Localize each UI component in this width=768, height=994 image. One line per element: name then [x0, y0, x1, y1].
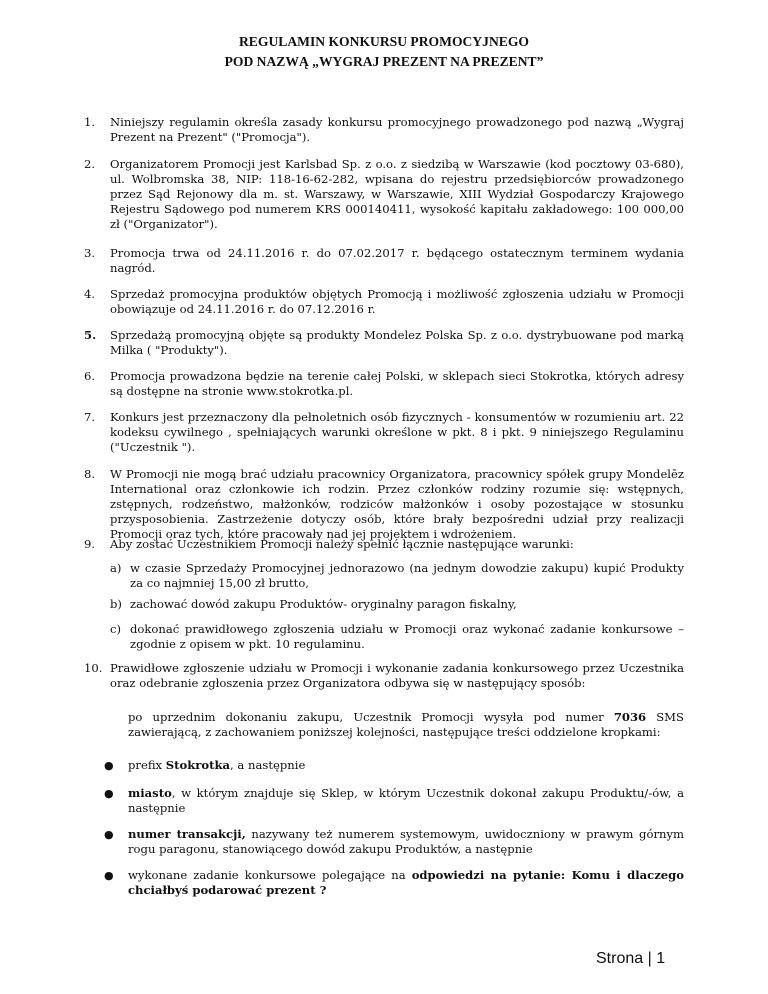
item-number: 3.	[84, 246, 96, 260]
sub-item-a: w czasie Sprzedaży Promocyjnej jednorazowo (na jednym dowodzie zakupu) kupić Produkty za co najmniej 15,00 zł brutto,	[130, 561, 684, 590]
sub-label-b: b)	[110, 597, 122, 611]
paragraph-9: Aby zostać Uczestnikiem Promocji należy spełnić łącznie następujące warunki:	[110, 537, 574, 551]
paragraph-3: Promocja trwa od 24.11.2016 r. do 07.02.2017 r. będącego ostatecznym terminem wydania nagród.	[110, 246, 684, 275]
title-line-1: REGULAMIN KONKURSU PROMOCYJNEGO	[238, 34, 529, 49]
paragraph-10: Prawidłowe zgłoszenie udziału w Promocji i wykonanie zadania konkursowego przez Uczestnika oraz odebranie zgłoszenia przez Organizatora odbywa się w następujący sposób:	[110, 661, 684, 690]
item-number: 5.	[84, 328, 97, 342]
item-number: 6.	[84, 369, 96, 383]
bullet-prefix: prefix Stokrotka, a następnie	[128, 758, 306, 772]
title-line-2: POD NAZWĄ „WYGRAJ PREZENT NA PREZENT”	[224, 54, 544, 69]
item-number: 9.	[84, 537, 96, 551]
bullet-icon: ●	[104, 787, 114, 800]
paragraph-5: Sprzedażą promocyjną objęte są produkty Mondelez Polska Sp. z o.o. dystrybuowane pod marką Milka ( "Produkty").	[110, 328, 684, 357]
item-number: 2.	[84, 157, 96, 171]
item-number: 4.	[84, 287, 96, 301]
sub-item-c: dokonać prawidłowego zgłoszenia udziału w Promocji oraz wykonać zadanie konkursowe – zgodnie z opisem w pkt. 10 regulaminu.	[130, 622, 684, 651]
sub-item-b: zachować dowód zakupu Produktów- oryginalny paragon fiskalny,	[130, 597, 517, 611]
item-number: 1.	[84, 115, 96, 129]
bullet-transaction: numer transakcji, nazywany też numerem systemowym, uwidoczniony w prawym górnym rogu paragonu, stanowiącego dowód zakupu Produktów, a następnie	[128, 827, 684, 856]
paragraph-4: Sprzedaż promocyjna produktów objętych Promocją i możliwość zgłoszenia udziału w Promocji obowiązuje od 24.11.2016 r. do 07.12.2016 r.	[110, 287, 684, 316]
bullet-icon: ●	[104, 869, 114, 882]
paragraph-10-intro: po uprzednim dokonaniu zakupu, Uczestnik Promocji wysyła pod numer 7036 SMS zawierającą, z zachowaniem poniższej kolejności, następujące treści oddzielone kropkami:	[128, 710, 684, 739]
item-number: 8.	[84, 467, 96, 481]
sms-number: 7036	[613, 710, 647, 724]
bullet-icon: ●	[104, 828, 114, 841]
item-number: 10.	[84, 661, 103, 675]
sub-label-a: a)	[110, 561, 122, 575]
paragraph-6: Promocja prowadzona będzie na terenie całej Polski, w sklepach sieci Stokrotka, których adresy są dostępne na stronie www.stokrotka.pl.	[110, 369, 684, 398]
paragraph-8: W Promocji nie mogą brać udziału pracownicy Organizatora, pracownicy spółek grupy Mondelēz International oraz członkowie ich rodzin. Przez członków rodziny rozumie się: wstępnych, zstępnych, rodzeństwo, małżonków, rodziców małżonków i osoby pozostające w stosunku przysposobienia. Zastrzeżenie dotyczy osób, które brały bezpośredni udział przy realizacji Promocji oraz tych, które pracowały nad jej projektem i wdrożeniem.	[110, 467, 684, 541]
page-number-footer: Strona | 1	[596, 950, 666, 967]
sub-label-c: c)	[110, 622, 122, 636]
item-number: 7.	[84, 410, 96, 424]
bullet-task: wykonane zadanie konkursowe polegające na odpowiedzi na pytanie: Komu i dlaczego chciałbyś podarować prezent ?	[128, 868, 684, 897]
paragraph-1: Niniejszy regulamin określa zasady konkursu promocyjnego prowadzonego pod nazwą „Wygraj Prezent na Prezent" ("Promocja").	[110, 115, 684, 144]
bullet-city: miasto, w którym znajduje się Sklep, w którym Uczestnik dokonał zakupu Produktu/-ów, a następnie	[128, 786, 684, 815]
bullet-icon: ●	[104, 759, 114, 772]
paragraph-2: Organizatorem Promocji jest Karlsbad Sp. z o.o. z siedzibą w Warszawie (kod pocztowy 03-680), ul. Wolbromska 38, NIP: 118-16-62-282, wpisana do rejestru przedsiębiorców prowadzonego przez Sąd Rejonowy dla m. st. Warszawy, w Warszawie, XIII Wydział Gospodarczy Krajowego Rejestru Sądowego pod numerem KRS 000140411, wysokość kapitału zakładowego: 100 000,00 zł ("Organizator").	[110, 157, 684, 231]
paragraph-7: Konkurs jest przeznaczony dla pełnoletnich osób fizycznych - konsumentów w rozumieniu art. 22 kodeksu cywilnego , spełniających warunki określone w pkt. 8 i pkt. 9 niniejszego Regulaminu ("Uczestnik ").	[110, 410, 684, 454]
